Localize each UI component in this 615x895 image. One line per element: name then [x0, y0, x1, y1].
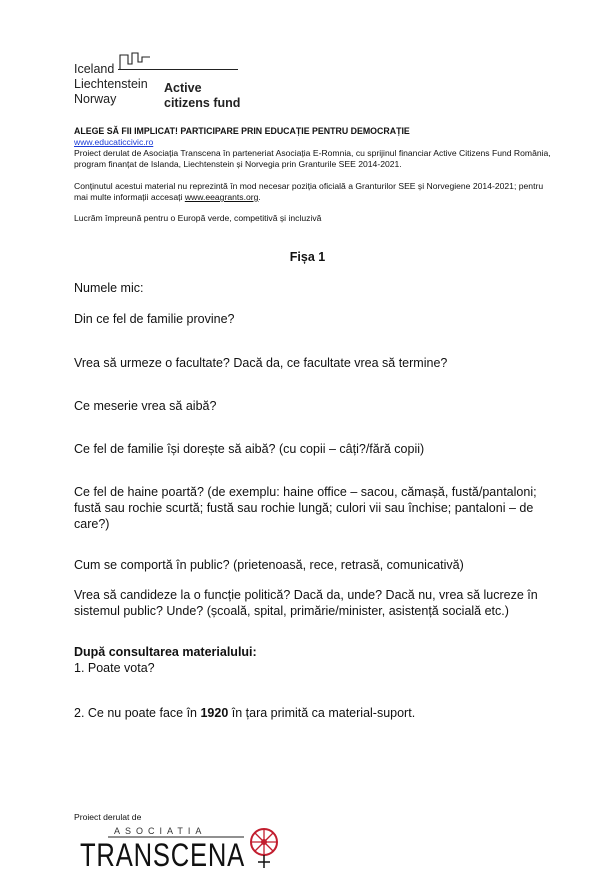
project-title: ALEGE SĂ FII IMPLICAT! PARTICIPARE PRIN EDUCAȚIE PENTRU DEMOCRAȚIE	[74, 126, 410, 136]
question-1920: 2. Ce nu poate face în 1920 în țara primită ca material-suport.	[74, 706, 416, 720]
question-desired-family: Ce fel de familie își dorește să aibă? (cu copii – câți?/fără copii)	[74, 442, 425, 456]
after-material-heading: După consultarea materialului:	[74, 645, 257, 659]
question-public-behavior: Cum se comportă în public? (prietenoasă, rece, retrasă, comunicativă)	[74, 558, 464, 572]
question-university: Vrea să urmeze o facultate? Dacă da, ce facultate vrea să termine?	[74, 356, 448, 370]
active-citizens-fund-logo	[164, 81, 240, 111]
transcena-logo	[74, 822, 284, 872]
question-first-name: Numele mic:	[74, 281, 144, 295]
question-family-origin: Din ce fel de familie provine?	[74, 312, 235, 326]
logo-country-iceland: Iceland	[74, 62, 115, 76]
year-1920: 1920	[200, 706, 229, 720]
logo-asociatia-text: ASOCIATIA	[114, 826, 207, 836]
project-description: Proiect derulat de Asociația Transcena în parteneriat Asociația E-Romnia, cu sprijinul financiar Active Citizens Fund România, program finanțat de Islanda, Liechtenstein și Norvegia prin Granturile SEE 2014-2021.	[74, 148, 551, 169]
donor-countries-logo	[74, 62, 148, 107]
question-can-vote: 1. Poate vota?	[74, 661, 155, 675]
logo-country-liechtenstein: Liechtenstein	[74, 77, 148, 91]
logo-transcena-text: TRANSCENA	[80, 837, 245, 872]
logo-active: Active	[164, 81, 202, 95]
question-political-function: Vrea să candideze la o funcție politică? Dacă da, unde? Dacă nu, vrea să lucreze în sistemul public? Unde? (școală, spital, primărie/minister, asistență socială etc.)	[74, 588, 538, 618]
sheet-title: Fișa 1	[289, 250, 326, 264]
motto: Lucrăm împreună pentru o Europă verde, competitivă și incluzivă	[74, 213, 322, 223]
wheel-emblem-icon	[251, 829, 277, 868]
disclaimer-text: Conținutul acestui material nu reprezintă în mod necesar poziția oficială a Granturilor SEE și Norvegiene 2014-2021; pentru mai multe informații accesați	[74, 181, 544, 202]
disclaimer: Conținutul acestui material nu reprezintă în mod necesar poziția oficială a Granturilor SEE și Norvegiene 2014-2021; pentru mai multe informații accesați www.eeagrants.org.	[74, 181, 544, 202]
question-profession: Ce meserie vrea să aibă?	[74, 399, 217, 413]
footer-label: Proiect derulat de	[74, 812, 142, 822]
eeagrants-link[interactable]: www.eeagrants.org	[184, 192, 259, 202]
logo-country-norway: Norway	[74, 92, 117, 106]
question-clothing: Ce fel de haine poartă? (de exemplu: haine office – sacou, cămașă, fustă/pantaloni; fustă sau rochie scurtă; fustă sau rochie lungă; culori vii sau închise; pantaloni – de care?)	[74, 485, 537, 531]
logo-citizens-fund: citizens fund	[164, 96, 241, 110]
educaticcivic-link[interactable]: www.educaticcivic.ro	[74, 137, 154, 147]
